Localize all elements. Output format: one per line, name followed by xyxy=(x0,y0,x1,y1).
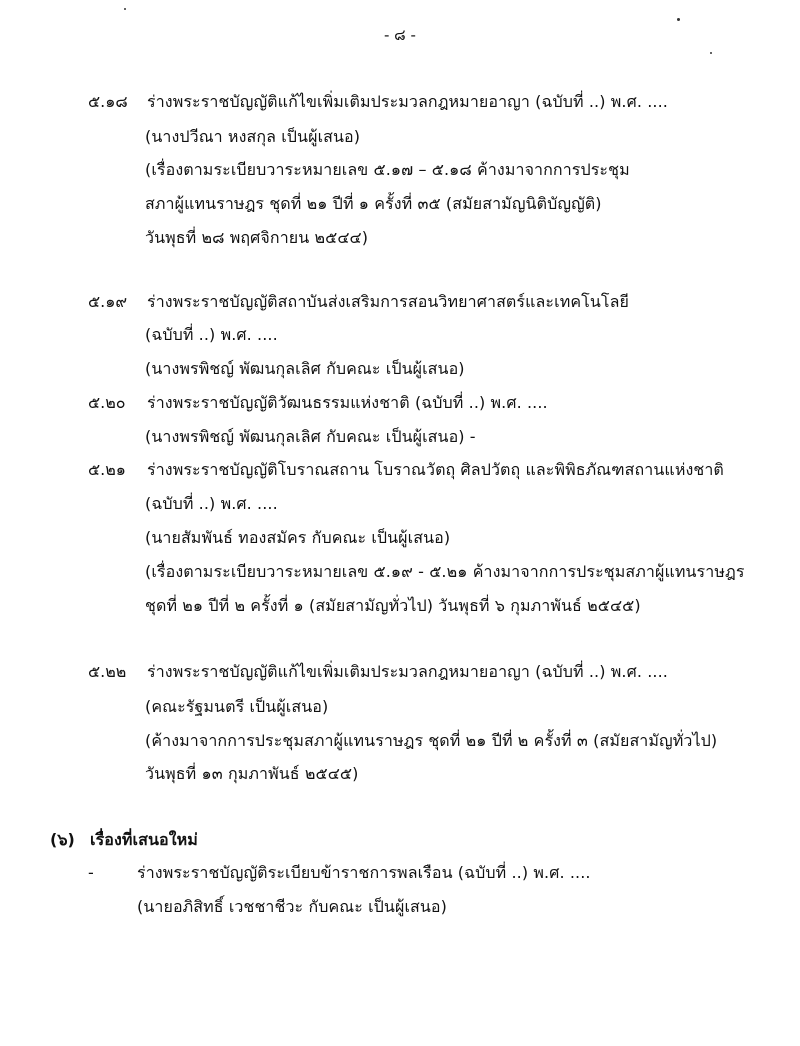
section-number: (๖) xyxy=(50,830,75,849)
item-proposer: (นางพรพิชญ์ พัฒนกุลเลิศ กับคณะ เป็นผู้เสนอ) xyxy=(145,359,465,378)
item-proposer: (นายสัมพันธ์ ทองสมัคร กับคณะ เป็นผู้เสนอ) xyxy=(145,528,451,547)
item-number: ๕.๑๙ xyxy=(88,292,128,311)
section-heading: เรื่องที่เสนอใหม่ xyxy=(90,830,198,849)
item-number: ๕.๒๑ xyxy=(88,460,126,479)
item-proposer: (นางปวีณา หงสกุล เป็นผู้เสนอ) xyxy=(145,127,361,146)
section-bullet: - xyxy=(88,863,94,882)
item-note: (ค้างมาจากการประชุมสภาผู้แทนราษฎร ชุดที่ ๒๑ ปีที่ ๒ ครั้งที่ ๓ (สมัยสามัญทั่วไป) xyxy=(145,731,718,750)
item-title-cont: (ฉบับที่ ..) พ.ศ. .... xyxy=(145,494,278,513)
item-note: วันพุธที่ ๒๘ พฤศจิกายน ๒๕๔๔) xyxy=(145,228,369,247)
item-number: ๕.๑๘ xyxy=(88,92,128,111)
item-note: สภาผู้แทนราษฎร ชุดที่ ๒๑ ปีที่ ๑ ครั้งที่ ๓๕ (สมัยสามัญนิติบัญญัติ) xyxy=(145,194,602,213)
scan-speck xyxy=(124,8,126,10)
item-proposer: (นางพรพิชญ์ พัฒนกุลเลิศ กับคณะ เป็นผู้เสนอ) - xyxy=(145,427,476,446)
item-proposer: (คณะรัฐมนตรี เป็นผู้เสนอ) xyxy=(145,697,329,716)
item-title-cont: (ฉบับที่ ..) พ.ศ. .... xyxy=(145,325,278,344)
scan-speck xyxy=(710,52,712,54)
section-item-title: ร่างพระราชบัญญัติระเบียบข้าราชการพลเรือน (ฉบับที่ ..) พ.ศ. .... xyxy=(137,863,591,882)
page-number: - ๘ - xyxy=(384,26,416,44)
item-title: ร่างพระราชบัญญัติโบราณสถาน โบราณวัตถุ ศิลปวัตถุ และพิพิธภัณฑสถานแห่งชาติ xyxy=(147,460,724,479)
item-number: ๕.๒๐ xyxy=(88,393,126,412)
item-note: (เรื่องตามระเบียบวาระหมายเลข ๕.๑๙ - ๕.๒๑ ค้างมาจากการประชุมสภาผู้แทนราษฎร xyxy=(145,562,745,581)
item-note: (เรื่องตามระเบียบวาระหมายเลข ๕.๑๗ – ๕.๑๘ ค้างมาจากการประชุม xyxy=(145,160,630,179)
item-title: ร่างพระราชบัญญัติสถาบันส่งเสริมการสอนวิทยาศาสตร์และเทคโนโลยี xyxy=(147,292,629,311)
item-note: ชุดที่ ๒๑ ปีที่ ๒ ครั้งที่ ๑ (สมัยสามัญทั่วไป) วันพุธที่ ๖ กุมภาพันธ์ ๒๕๔๕) xyxy=(145,596,641,615)
item-title: ร่างพระราชบัญญัติแก้ไขเพิ่มเติมประมวลกฎหมายอาญา (ฉบับที่ ..) พ.ศ. .... xyxy=(147,662,668,681)
item-title: ร่างพระราชบัญญัติวัฒนธรรมแห่งชาติ (ฉบับที่ ..) พ.ศ. .... xyxy=(147,393,548,412)
item-title: ร่างพระราชบัญญัติแก้ไขเพิ่มเติมประมวลกฎหมายอาญา (ฉบับที่ ..) พ.ศ. .... xyxy=(147,92,668,111)
item-number: ๕.๒๒ xyxy=(88,662,127,681)
section-item-proposer: (นายอภิสิทธิ์ เวชชาชีวะ กับคณะ เป็นผู้เสนอ) xyxy=(137,897,447,916)
item-note: วันพุธที่ ๑๓ กุมภาพันธ์ ๒๕๔๕) xyxy=(145,764,359,783)
scan-speck xyxy=(677,18,680,21)
